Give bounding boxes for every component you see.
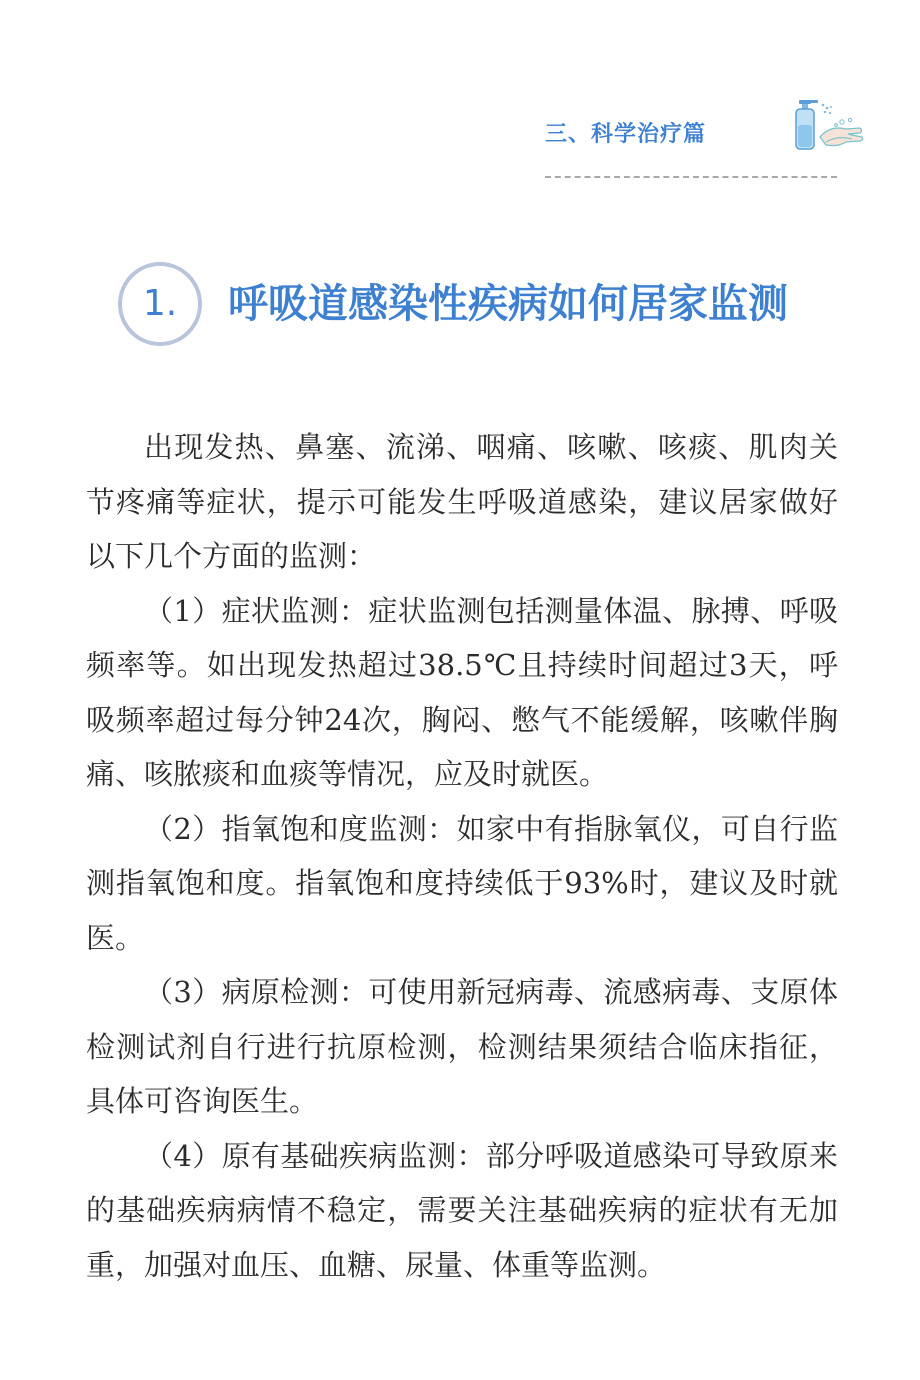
pathogen-testing-paragraph: （3）病原检测：可使用新冠病毒、流感病毒、支原体检测试剂自行进行抗原检测，检测结果须结合临床指征，具体可咨询医生。 bbox=[86, 975, 838, 1118]
body-text bbox=[86, 420, 838, 1292]
symptom-monitoring-paragraph: （1）症状监测：症状监测包括测量体温、脉搏、呼吸频率等。如出现发热超过38.5℃且持续时间超过3天，呼吸频率超过每分钟24次，胸闷、憋气不能缓解，咳嗽伴胸痛、咳脓痰和血痰等情况，应及时就医。 bbox=[86, 593, 838, 791]
section-title-row bbox=[118, 262, 838, 354]
hand-sanitizer-icon bbox=[790, 95, 865, 155]
oxygen-saturation-paragraph: （2）指氧饱和度监测：如家中有指脉氧仪，可自行监测指氧饱和度。指氧饱和度持续低于93%时，建议及时就医。 bbox=[86, 811, 838, 955]
section-number: 1. bbox=[142, 283, 178, 324]
section-label: 三、科学治疗篇 bbox=[545, 122, 707, 147]
page-header bbox=[545, 95, 865, 155]
header-divider bbox=[545, 176, 837, 178]
section-title: 呼吸道感染性疾病如何居家监测 bbox=[228, 281, 788, 327]
intro-paragraph: 出现发热、鼻塞、流涕、咽痛、咳嗽、咳痰、肌肉关节疼痛等症状，提示可能发生呼吸道感染，建议居家做好以下几个方面的监测： bbox=[86, 430, 838, 573]
underlying-disease-paragraph: （4）原有基础疾病监测：部分呼吸道感染可导致原来的基础疾病病情不稳定，需要关注基础疾病的症状有无加重，加强对血压、血糖、尿量、体重等监测。 bbox=[86, 1138, 838, 1282]
